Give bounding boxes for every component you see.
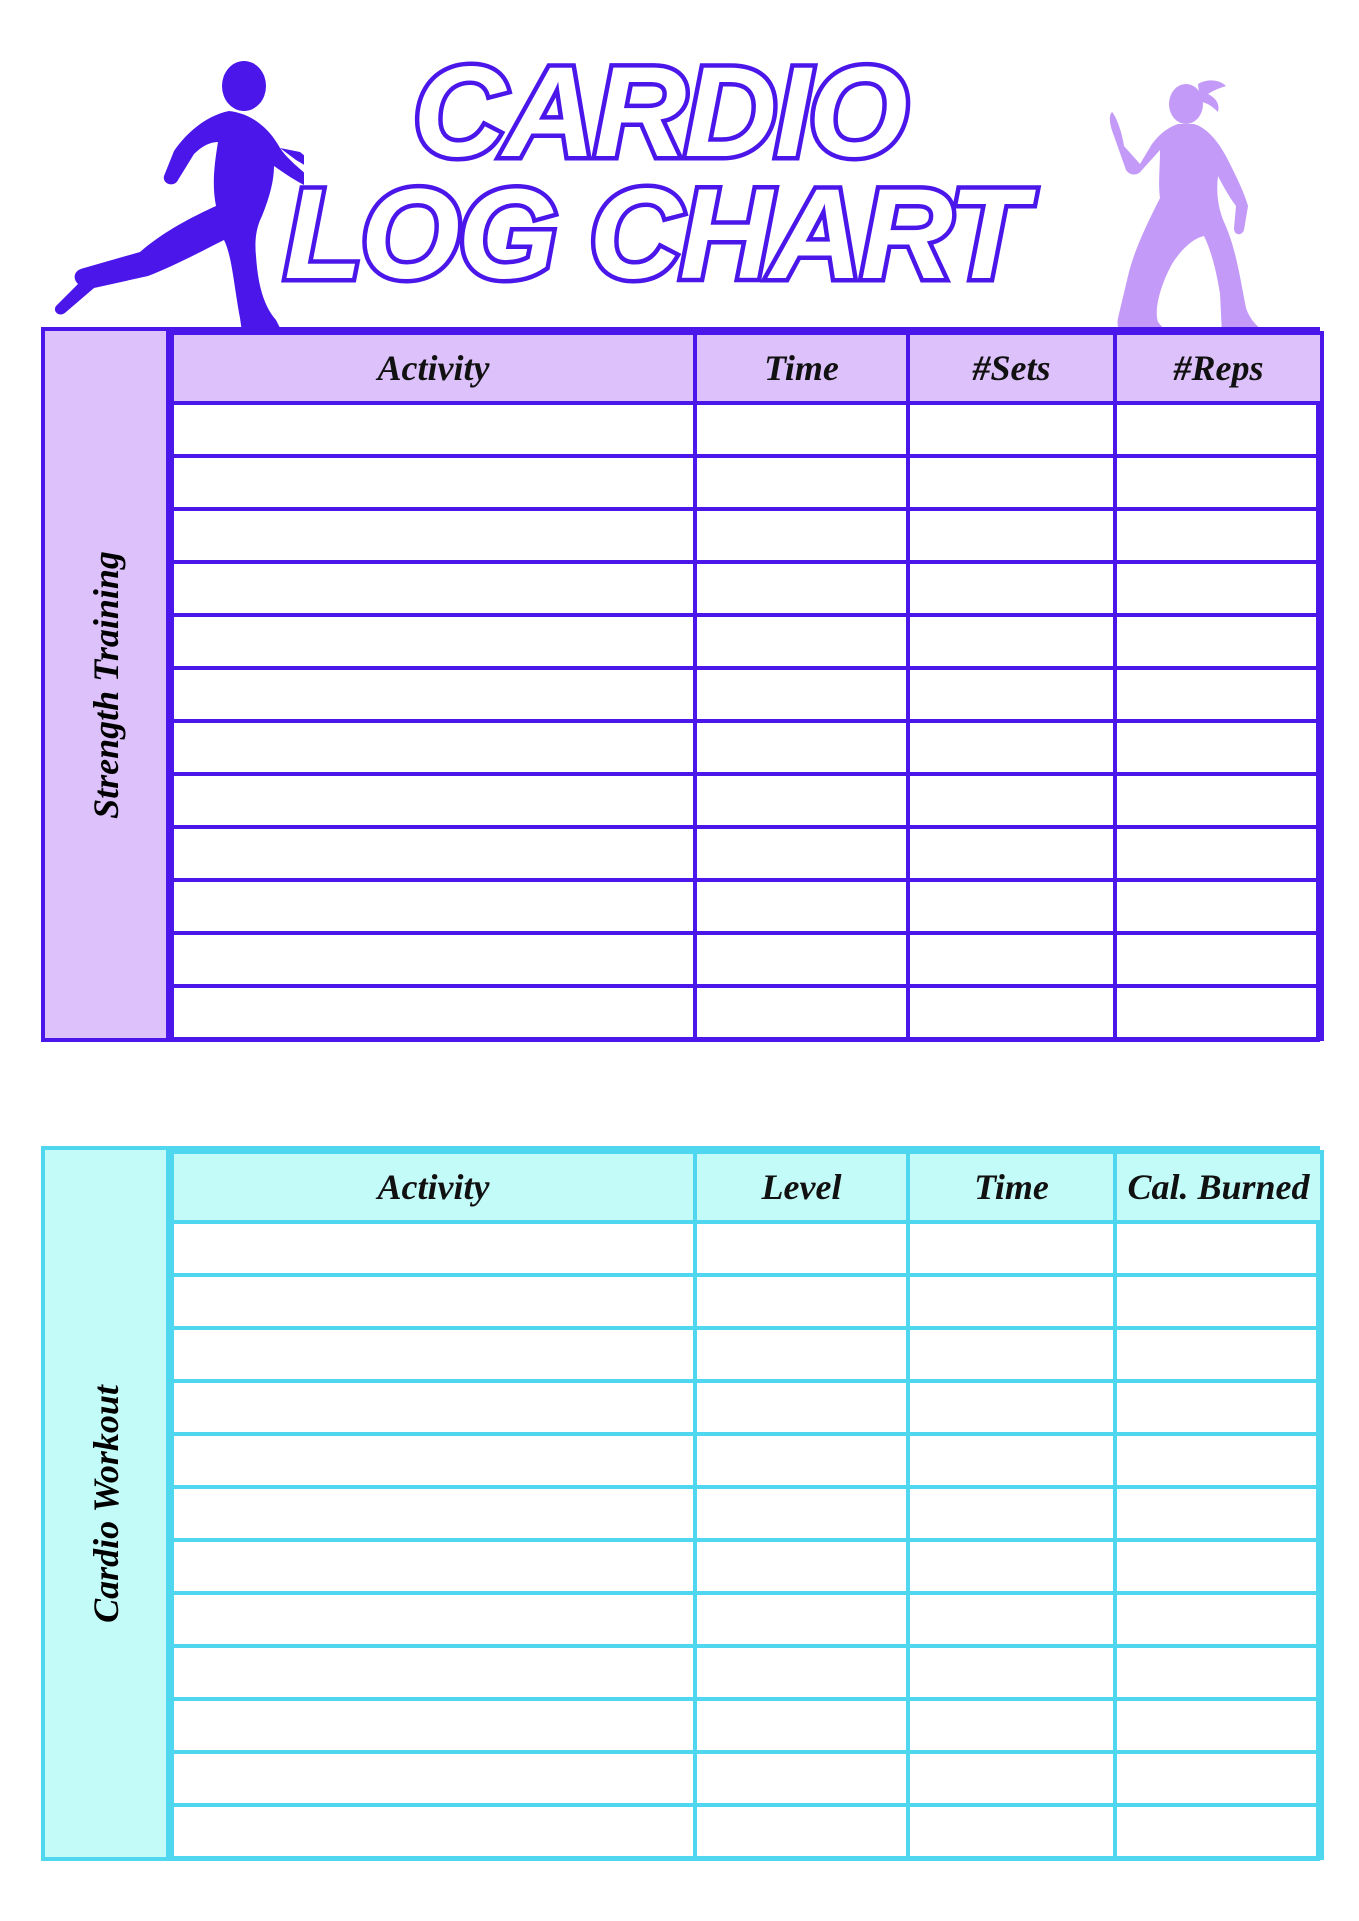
table-row xyxy=(172,562,1322,615)
cardio-cell xyxy=(172,1646,695,1699)
strength-cell xyxy=(695,562,908,615)
strength-cell xyxy=(172,986,695,1039)
table-row xyxy=(172,615,1322,668)
cardio-cell xyxy=(695,1699,908,1752)
cardio-cell xyxy=(908,1540,1115,1593)
strength-col-sets: #Sets xyxy=(908,333,1115,403)
cardio-cell xyxy=(172,1222,695,1275)
strength-cell xyxy=(1115,668,1322,721)
strength-cell xyxy=(908,880,1115,933)
cardio-cell xyxy=(908,1805,1115,1858)
cardio-header-row xyxy=(172,1152,1322,1222)
title-line-1: CARDIO xyxy=(413,41,906,184)
cardio-cell xyxy=(695,1646,908,1699)
cardio-cell xyxy=(908,1328,1115,1381)
cardio-cell xyxy=(908,1381,1115,1434)
strength-cell xyxy=(695,986,908,1039)
cardio-cell xyxy=(908,1646,1115,1699)
strength-cell xyxy=(908,774,1115,827)
cardio-cell xyxy=(1115,1434,1322,1487)
strength-cell xyxy=(695,456,908,509)
table-row xyxy=(172,1699,1322,1752)
cardio-cell xyxy=(1115,1487,1322,1540)
cardio-cell xyxy=(908,1699,1115,1752)
strength-cell xyxy=(695,509,908,562)
strength-cell xyxy=(1115,615,1322,668)
strength-rows xyxy=(172,403,1322,1039)
table-row xyxy=(172,1540,1322,1593)
table-row xyxy=(172,986,1322,1039)
strength-cell xyxy=(1115,403,1322,456)
table-row xyxy=(172,933,1322,986)
strength-cell xyxy=(695,774,908,827)
cardio-col-cal-burned: Cal. Burned xyxy=(1115,1152,1322,1222)
table-row xyxy=(172,1805,1322,1858)
table-row xyxy=(172,827,1322,880)
strength-cell xyxy=(695,880,908,933)
strength-cell xyxy=(172,668,695,721)
cardio-cell xyxy=(172,1699,695,1752)
strength-cell xyxy=(172,827,695,880)
table-row xyxy=(172,1381,1322,1434)
table-row xyxy=(172,880,1322,933)
cardio-workout-table xyxy=(170,1150,1324,1860)
cardio-cell xyxy=(172,1805,695,1858)
table-row xyxy=(172,668,1322,721)
cardio-cell xyxy=(695,1275,908,1328)
strength-cell xyxy=(695,827,908,880)
cardio-cell xyxy=(172,1381,695,1434)
table-row xyxy=(172,1222,1322,1275)
strength-cell xyxy=(172,880,695,933)
strength-cell xyxy=(908,456,1115,509)
cardio-cell xyxy=(172,1434,695,1487)
table-row xyxy=(172,1752,1322,1805)
strength-cell xyxy=(172,562,695,615)
strength-training-side-label xyxy=(45,331,170,1038)
strength-cell xyxy=(172,403,695,456)
cardio-cell xyxy=(1115,1699,1322,1752)
table-row xyxy=(172,1593,1322,1646)
cardio-workout-label: Cardio Workout xyxy=(85,1384,126,1623)
cardio-cell xyxy=(172,1540,695,1593)
strength-cell xyxy=(908,403,1115,456)
cardio-cell xyxy=(695,1434,908,1487)
cardio-cell xyxy=(695,1487,908,1540)
strength-cell xyxy=(1115,456,1322,509)
cardio-cell xyxy=(172,1593,695,1646)
strength-cell xyxy=(172,721,695,774)
strength-cell xyxy=(172,933,695,986)
cardio-cell xyxy=(908,1275,1115,1328)
strength-cell xyxy=(908,668,1115,721)
cardio-cell xyxy=(1115,1328,1322,1381)
cardio-col-level: Level xyxy=(695,1152,908,1222)
strength-cell xyxy=(1115,774,1322,827)
strength-cell xyxy=(1115,880,1322,933)
strength-cell xyxy=(695,721,908,774)
cardio-cell xyxy=(1115,1540,1322,1593)
table-row xyxy=(172,403,1322,456)
table-row xyxy=(172,1434,1322,1487)
table-row xyxy=(172,1646,1322,1699)
strength-cell xyxy=(908,933,1115,986)
cardio-cell xyxy=(172,1328,695,1381)
cardio-cell xyxy=(172,1487,695,1540)
strength-cell xyxy=(172,615,695,668)
strength-cell xyxy=(695,668,908,721)
cardio-cell xyxy=(695,1593,908,1646)
strength-cell xyxy=(1115,721,1322,774)
strength-cell xyxy=(695,933,908,986)
strength-cell xyxy=(908,509,1115,562)
table-row xyxy=(172,456,1322,509)
cardio-cell xyxy=(908,1593,1115,1646)
cardio-cell xyxy=(1115,1381,1322,1434)
strength-cell xyxy=(172,774,695,827)
strength-cell xyxy=(908,615,1115,668)
strength-cell xyxy=(1115,562,1322,615)
cardio-workout-section xyxy=(41,1146,1320,1861)
strength-cell xyxy=(1115,933,1322,986)
cardio-cell xyxy=(1115,1805,1322,1858)
cardio-cell xyxy=(695,1328,908,1381)
strength-cell xyxy=(172,509,695,562)
cardio-cell xyxy=(908,1752,1115,1805)
strength-training-table xyxy=(170,331,1324,1041)
strength-col-reps: #Reps xyxy=(1115,333,1322,403)
table-row xyxy=(172,1487,1322,1540)
strength-cell xyxy=(908,562,1115,615)
table-row xyxy=(172,1328,1322,1381)
strength-cell xyxy=(908,721,1115,774)
strength-training-label: Strength Training xyxy=(85,550,126,819)
strength-header-row xyxy=(172,333,1322,403)
cardio-cell xyxy=(908,1434,1115,1487)
cardio-cell xyxy=(1115,1222,1322,1275)
cardio-cell xyxy=(1115,1593,1322,1646)
cardio-cell xyxy=(172,1275,695,1328)
cardio-rows xyxy=(172,1222,1322,1858)
strength-col-time: Time xyxy=(695,333,908,403)
cardio-col-time: Time xyxy=(908,1152,1115,1222)
strength-cell xyxy=(172,456,695,509)
strength-col-activity: Activity xyxy=(172,333,695,403)
strength-cell xyxy=(695,403,908,456)
strength-cell xyxy=(908,827,1115,880)
cardio-cell xyxy=(695,1222,908,1275)
cardio-cell xyxy=(1115,1275,1322,1328)
cardio-cell xyxy=(695,1540,908,1593)
table-row xyxy=(172,1275,1322,1328)
cardio-cell xyxy=(695,1752,908,1805)
cardio-cell xyxy=(908,1487,1115,1540)
cardio-cell xyxy=(172,1752,695,1805)
title-line-2: LOG CHART xyxy=(284,163,1025,306)
strength-cell xyxy=(1115,986,1322,1039)
table-row xyxy=(172,721,1322,774)
cardio-col-activity: Activity xyxy=(172,1152,695,1222)
cardio-cell xyxy=(908,1222,1115,1275)
cardio-workout-side-label xyxy=(45,1150,170,1857)
cardio-cell xyxy=(695,1805,908,1858)
strength-cell xyxy=(1115,509,1322,562)
cardio-cell xyxy=(695,1381,908,1434)
table-row xyxy=(172,774,1322,827)
table-row xyxy=(172,509,1322,562)
strength-cell xyxy=(908,986,1115,1039)
strength-cell xyxy=(695,615,908,668)
cardio-cell xyxy=(1115,1646,1322,1699)
cardio-cell xyxy=(1115,1752,1322,1805)
strength-training-section xyxy=(41,327,1320,1042)
strength-cell xyxy=(1115,827,1322,880)
